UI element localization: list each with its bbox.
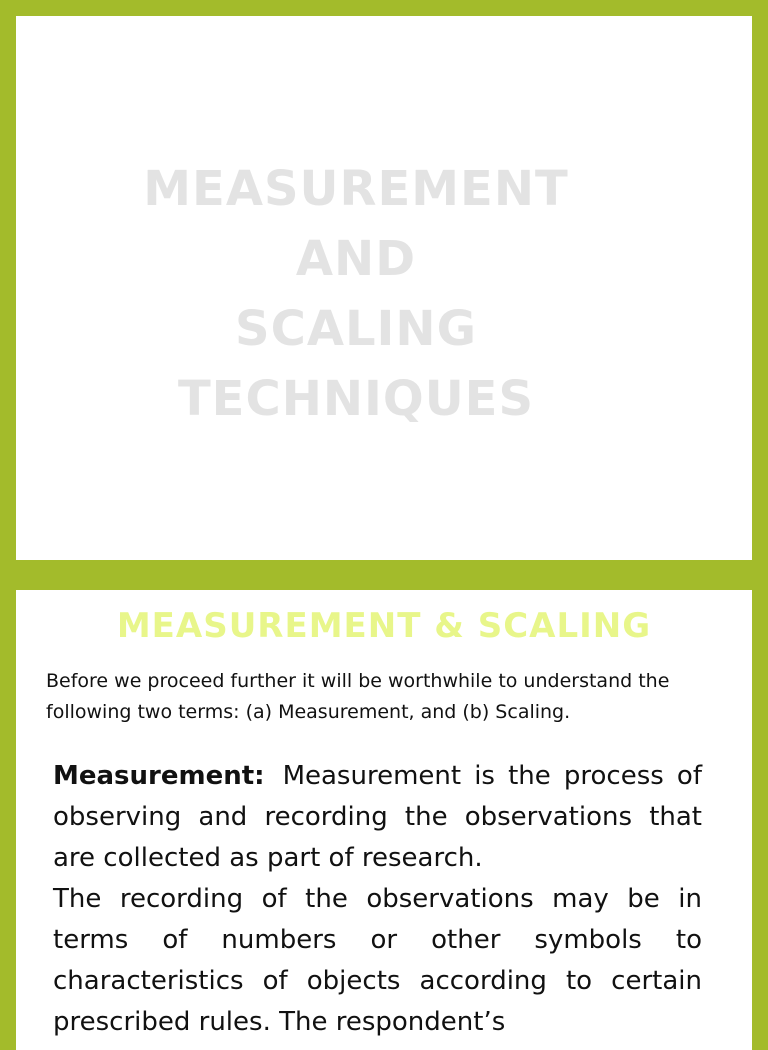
slide-title (16, 154, 696, 434)
term-label: Measurement: (53, 761, 265, 791)
title-slide (16, 16, 752, 560)
title-line-4: TECHNIQUES (177, 371, 535, 427)
definition-text: Measurement is the process of observing and recording the observations that are collected as part of research. (53, 761, 702, 873)
slide-body (53, 756, 702, 1043)
intro-text: Before we proceed further it will be worthwhile to understand the following two terms: (a) Measurement, and (b) Scaling. (46, 670, 670, 723)
slide-heading: MEASUREMENT & SCALING (116, 606, 652, 646)
title-line-3: SCALING (235, 301, 477, 357)
title-line-2: AND (295, 231, 417, 287)
title-line-1: MEASUREMENT (143, 161, 569, 217)
content-slide (16, 590, 752, 1050)
definition-paragraph (53, 756, 702, 879)
body-paragraph: The recording of the observations may be in terms of numbers or other symbols to characteristics of objects according to certain prescribed rules. The respondent’s (53, 884, 702, 1037)
